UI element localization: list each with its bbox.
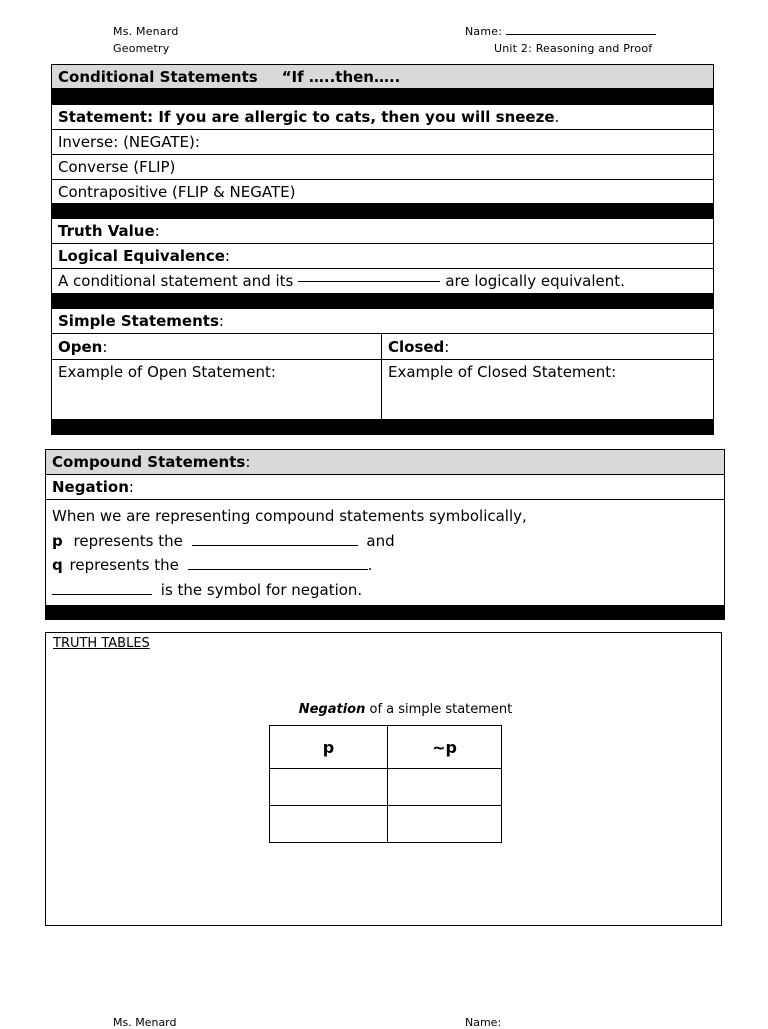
statement-text: : If you are allergic to cats, then you will sneeze — [147, 108, 555, 126]
equivalence-suffix: are logically equivalent. — [445, 272, 625, 290]
open-label: Open — [58, 337, 103, 356]
contrapositive-row — [52, 180, 713, 204]
q-variable: q — [52, 556, 63, 574]
colon: : — [224, 247, 230, 265]
open-closed-header-row — [52, 334, 713, 360]
colon: : — [102, 337, 108, 356]
statement-end: . — [554, 108, 560, 126]
compound-body — [46, 500, 724, 605]
truth-tables-title: TRUTH TABLES — [53, 636, 150, 651]
compound-title-row — [46, 450, 724, 475]
p-text: represents the — [73, 531, 183, 550]
table-row — [270, 806, 502, 843]
table-cell — [388, 769, 502, 806]
header-p: p — [270, 726, 388, 769]
open-cell — [52, 334, 382, 359]
unit-title: Unit 2: Reasoning and Proof — [494, 42, 653, 55]
closed-example-cell — [382, 360, 713, 419]
p-end: and — [366, 531, 395, 550]
negation-truth-table — [269, 725, 502, 843]
negation-label: Negation — [52, 478, 129, 496]
q-text: represents the — [69, 556, 179, 574]
compound-intro: When we are representing compound statements symbolically, — [52, 507, 527, 525]
simple-statements-row — [52, 309, 713, 334]
table-cell — [270, 806, 388, 843]
teacher-name: Ms. Menard — [113, 25, 179, 38]
colon: : — [245, 453, 251, 471]
divider-bar — [46, 605, 724, 620]
logical-equivalence-label: Logical Equivalence — [58, 247, 225, 265]
q-blank — [188, 569, 368, 570]
subject-name: Geometry — [113, 42, 170, 55]
contrapositive-label: Contrapositive (FLIP & NEGATE) — [58, 182, 296, 201]
caption-bold: Negation — [298, 702, 366, 717]
truth-value-row — [52, 219, 713, 244]
name-field — [465, 25, 656, 38]
equivalence-blank — [298, 281, 440, 282]
statement-row — [52, 105, 713, 130]
footer-teacher: Ms. Menard — [113, 1016, 177, 1029]
divider-bar — [52, 420, 713, 435]
q-line — [52, 553, 718, 578]
closed-label: Closed — [388, 337, 445, 356]
table-row — [270, 769, 502, 806]
equivalence-prefix: A conditional statement and its — [58, 272, 294, 290]
inverse-row — [52, 130, 713, 155]
conditional-statements-box — [51, 64, 714, 435]
compound-statements-box — [45, 449, 725, 620]
conditional-title-row — [52, 65, 713, 89]
closed-cell — [382, 334, 713, 359]
compound-title: Compound Statements — [52, 453, 246, 471]
negation-row — [46, 475, 724, 500]
simple-statements-title: Simple Statements — [58, 312, 219, 330]
p-variable: p — [52, 531, 63, 550]
p-line — [52, 529, 718, 554]
inverse-label: Inverse: (NEGATE): — [58, 133, 200, 151]
symbol-text: is the symbol for negation. — [160, 580, 363, 599]
equivalence-sentence-row — [52, 269, 713, 294]
divider-bar — [52, 294, 713, 309]
colon: : — [128, 478, 134, 496]
divider-bar — [52, 204, 713, 219]
colon: : — [444, 337, 450, 356]
header-not-p: ~p — [388, 726, 502, 769]
colon: : — [218, 312, 224, 330]
converse-row — [52, 155, 713, 180]
closed-example-label: Example of Closed Statement: — [388, 363, 617, 381]
table-cell — [388, 806, 502, 843]
negation-caption — [46, 702, 721, 717]
table-cell — [270, 769, 388, 806]
name-label: Name: — [465, 25, 503, 38]
conditional-title-suffix: “If …..then….. — [281, 67, 401, 86]
p-blank — [192, 545, 358, 546]
logical-equivalence-row — [52, 244, 713, 269]
footer-name-label: Name: — [465, 1016, 502, 1029]
name-blank — [506, 34, 656, 35]
q-end: . — [367, 556, 373, 574]
negation-symbol-line — [52, 578, 718, 603]
table-header-row — [270, 726, 502, 769]
open-example-cell — [52, 360, 382, 419]
colon: : — [154, 222, 160, 240]
divider-bar — [52, 89, 713, 105]
statement-label: Statement — [58, 108, 148, 126]
caption-rest: of a simple statement — [369, 702, 513, 717]
truth-value-label: Truth Value — [58, 222, 155, 240]
open-example-label: Example of Open Statement: — [58, 363, 276, 381]
converse-label: Converse (FLIP) — [58, 158, 176, 176]
truth-tables-box — [45, 632, 722, 926]
symbol-blank — [52, 594, 152, 595]
conditional-title: Conditional Statements — [58, 67, 258, 86]
examples-row — [52, 360, 713, 420]
